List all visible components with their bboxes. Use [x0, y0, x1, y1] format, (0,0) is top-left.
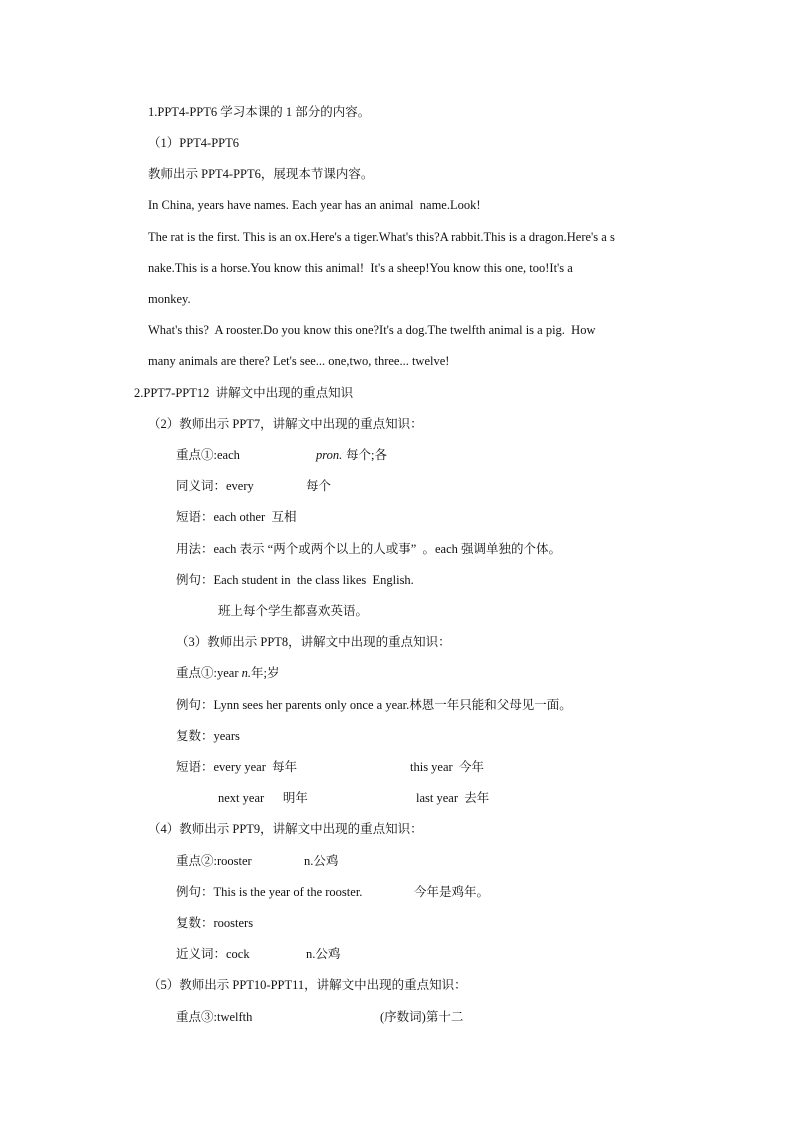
section2-heading: 2.PPT7-PPT12 讲解文中出现的重点知识 — [134, 386, 354, 400]
p2-synonym-meaning: 每个 — [306, 479, 332, 493]
p5-keypoint-label: 重点③:twelfth — [176, 1010, 253, 1024]
p3-keypoint-label — [176, 665, 279, 681]
p4-subheading: （4）教师出示 PPT9，讲解文中出现的重点知识： — [148, 822, 423, 836]
p2-subheading: （2）教师出示 PPT7，讲解文中出现的重点知识： — [148, 417, 423, 431]
p5-subheading: （5）教师出示 PPT10-PPT11，讲解文中出现的重点知识： — [148, 978, 467, 992]
p4-keypoint-meaning: n.公鸡 — [304, 854, 339, 868]
text-line-2: The rat is the first. This is an ox.Here's a tiger.What's this?A rabbit.This is a dragon.Here's a s — [148, 230, 615, 244]
section1-subheading: （1）PPT4-PPT6 — [148, 136, 239, 150]
text-line-6: many animals are there? Let's see... one,two, three... twelve! — [148, 354, 450, 368]
p2-keypoint-pos: pron. — [316, 448, 343, 462]
p3-keypoint-word: 重点①:year — [176, 666, 242, 680]
p2-synonym-label: 同义词：every — [176, 479, 254, 493]
p4-near-synonym-label: 近义词：cock — [176, 947, 250, 961]
text-line-1: In China, years have names. Each year has an animal name.Look! — [148, 198, 481, 212]
p2-usage: 用法：each 表示 “两个或两个以上的人或事” 。each 强调单独的个体。 — [176, 542, 562, 556]
text-line-4: monkey. — [148, 292, 191, 306]
p3-example: 例句：Lynn sees her parents only once a year.林恩一年只能和父母见一面。 — [176, 698, 572, 712]
p2-phrase: 短语：each other 互相 — [176, 510, 297, 524]
p2-example: 例句：Each student in the class likes English. — [176, 573, 414, 587]
p4-example-translation: 今年是鸡年。 — [414, 885, 490, 899]
section1-heading: 1.PPT4-PPT6 学习本课的 1 部分的内容。 — [148, 105, 371, 119]
p3-keypoint-meaning: 年;岁 — [250, 666, 280, 680]
p3-keypoint-pos: n. — [241, 666, 251, 680]
p3-phrase-next-year: next year 明年 — [218, 791, 308, 805]
p4-keypoint-label: 重点②:rooster — [176, 854, 252, 868]
p2-keypoint-label: 重点①:each — [176, 448, 240, 462]
p3-phrase-this-year: this year 今年 — [410, 760, 484, 774]
p5-keypoint-meaning: (序数词)第十二 — [380, 1010, 464, 1024]
text-line-5: What's this? A rooster.Do you know this one?It's a dog.The twelfth animal is a pig. How — [148, 323, 596, 337]
p4-plural: 复数：roosters — [176, 916, 254, 930]
p2-keypoint-meaning: 每个;各 — [346, 448, 387, 462]
p2-example-translation: 班上每个学生都喜欢英语。 — [218, 604, 369, 618]
p3-plural: 复数：years — [176, 729, 240, 743]
p3-phrase-every-year: 短语：every year 每年 — [176, 760, 298, 774]
p4-near-synonym-meaning: n.公鸡 — [306, 947, 341, 961]
p4-example: 例句：This is the year of the rooster. — [176, 885, 363, 899]
p3-phrase-last-year: last year 去年 — [416, 791, 490, 805]
text-line-3: nake.This is a horse.You know this animal! It's a sheep!You know this one, too!It's a — [148, 261, 573, 275]
p3-subheading: （3）教师出示 PPT8，讲解文中出现的重点知识： — [176, 635, 451, 649]
section1-intro: 教师出示 PPT4-PPT6，展现本节课内容。 — [148, 167, 374, 181]
